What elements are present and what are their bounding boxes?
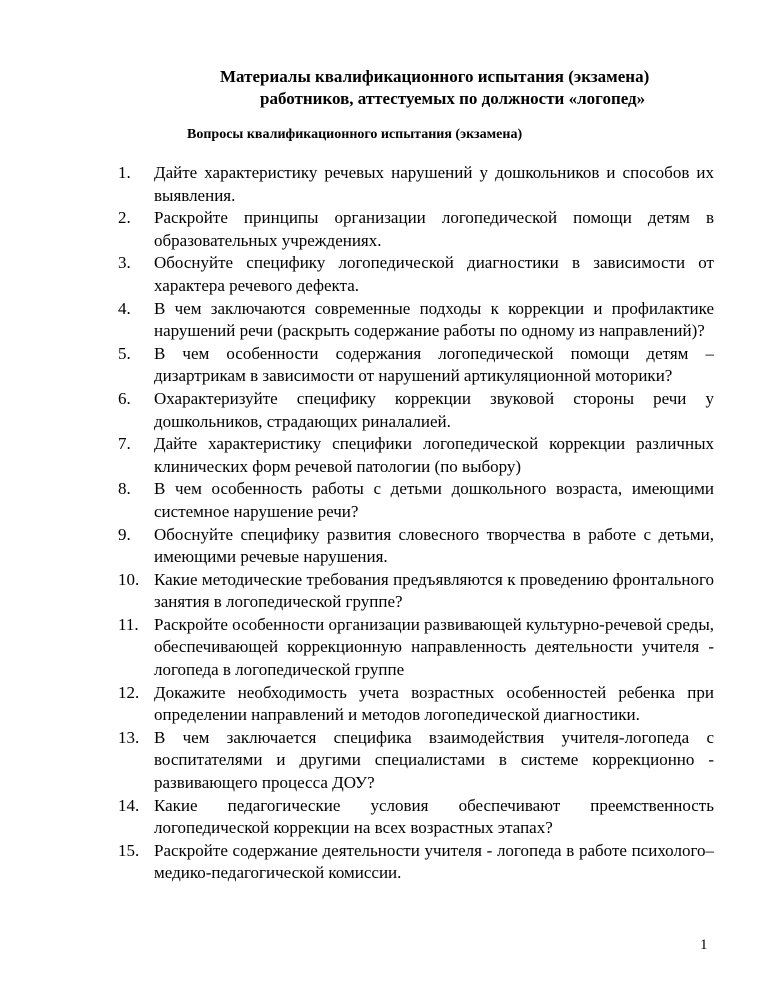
question-item bbox=[118, 478, 714, 523]
question-text: Какие педагогические условия обеспечивают преемственность логопедической коррекции на всех возрастных этапах? bbox=[154, 795, 714, 838]
question-item bbox=[118, 162, 714, 207]
question-text: Обоснуйте специфику развития словесного творчества в работе с детьми, имеющими речевые нарушения. bbox=[154, 524, 714, 567]
question-item bbox=[118, 343, 714, 388]
question-item bbox=[118, 524, 714, 569]
question-number: 5. bbox=[118, 343, 131, 363]
questions-list bbox=[118, 162, 714, 885]
question-item bbox=[118, 614, 714, 682]
question-text: В чем особенности содержания логопедической помощи детям – дизартрикам в зависимости от нарушений артикуляционной моторики? bbox=[154, 343, 714, 386]
question-text: Докажите необходимость учета возрастных особенностей ребенка при определении направлений и методов логопедической диагностики. bbox=[154, 682, 714, 725]
question-text: Охарактеризуйте специфику коррекции звуковой стороны речи у дошкольников, страдающих риналалией. bbox=[154, 388, 714, 431]
question-number: 10. bbox=[118, 569, 140, 589]
question-text: Обоснуйте специфику логопедической диагностики в зависимости от характера речевого дефекта. bbox=[154, 253, 714, 295]
title-line-1: Материалы квалификационного испытания (экзамена) bbox=[220, 67, 650, 86]
question-item bbox=[118, 207, 714, 252]
question-text: Дайте характеристику специфики логопедической коррекции различных клинических форм речевой патологии (по выбору) bbox=[154, 434, 714, 476]
page-number: 1 bbox=[700, 937, 708, 953]
question-item bbox=[118, 252, 714, 297]
questions-heading: Вопросы квалификационного испытания (экзамена) bbox=[187, 127, 523, 142]
question-item bbox=[118, 795, 714, 840]
question-number: 7. bbox=[118, 434, 131, 454]
question-number: 9. bbox=[118, 524, 131, 544]
question-item bbox=[118, 433, 714, 478]
question-item bbox=[118, 569, 714, 614]
question-number: 4. bbox=[118, 298, 131, 318]
question-number: 14. bbox=[118, 795, 140, 815]
question-text: В чем заключается специфика взаимодействия учителя-логопеда с воспитателями и другими специалистами в системе коррекционно - развивающего процесса ДОУ? bbox=[154, 727, 714, 793]
question-item bbox=[118, 840, 714, 885]
title-line-2: работников, аттестуемых по должности «логопед» bbox=[260, 89, 646, 108]
question-item bbox=[118, 388, 714, 433]
question-text: В чем особенность работы с детьми дошкольного возраста, имеющими системное нарушение речи? bbox=[154, 479, 714, 521]
question-text: В чем заключаются современные подходы к коррекции и профилактике нарушений речи (раскрыть содержание работы по одному из направлений)? bbox=[154, 298, 714, 341]
question-number: 2. bbox=[118, 208, 131, 228]
question-number: 3. bbox=[118, 253, 131, 273]
question-item bbox=[118, 298, 714, 343]
question-number: 11. bbox=[118, 614, 139, 634]
question-number: 1. bbox=[118, 163, 131, 182]
question-text: Дайте характеристику речевых нарушений у дошкольников и способов их выявления. bbox=[154, 163, 714, 205]
question-text: Какие методические требования предъявляются к проведению фронтального занятия в логопедической группе? bbox=[154, 569, 714, 612]
document-title bbox=[0, 66, 768, 110]
question-text: Раскройте принципы организации логопедической помощи детям в образовательных учреждениях. bbox=[154, 208, 714, 250]
question-number: 15. bbox=[118, 840, 140, 860]
question-item bbox=[118, 727, 714, 795]
question-text: Раскройте содержание деятельности учителя - логопеда в работе психолого–медико-педагогической комиссии. bbox=[154, 840, 714, 883]
question-text: Раскройте особенности организации развивающей культурно-речевой среды, обеспечивающей коррекционную направленность деятельности учителя - логопеда в логопедической группе bbox=[154, 614, 714, 680]
question-item bbox=[118, 682, 714, 727]
question-number: 6. bbox=[118, 388, 131, 408]
question-number: 13. bbox=[118, 727, 140, 747]
question-number: 12. bbox=[118, 682, 140, 702]
question-number: 8. bbox=[118, 479, 131, 499]
